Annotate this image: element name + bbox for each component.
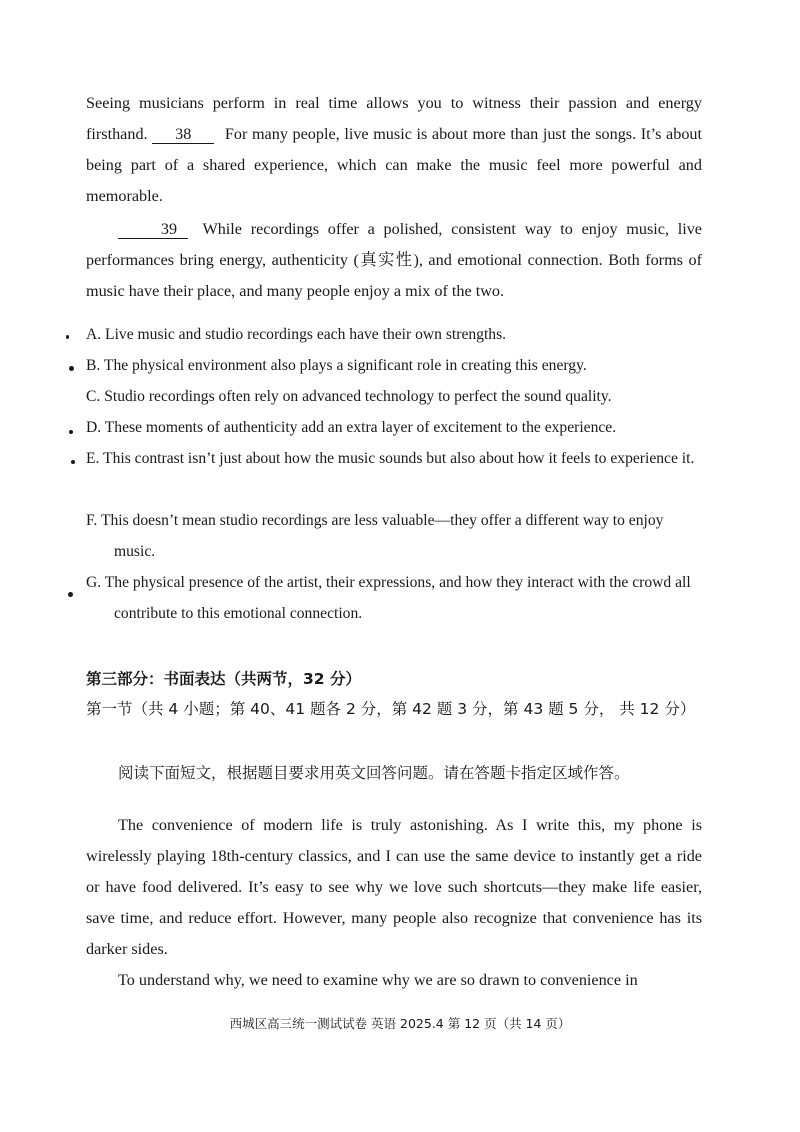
blank-38: 38	[152, 125, 214, 144]
section-sub-heading: 第一节（共 4 小题；第 40、41 题各 2 分，第 42 题 3 分，第 43 题 5 分， 共 12 分）	[86, 700, 696, 718]
option-f: F. This doesn’t mean studio recordings are less valuable—they offer a different way to enjoy music.	[86, 512, 664, 560]
passage-p1-after: For many people, live music is about more than just the songs. It’s about being part of a shared experience, which can make the music feel more powerful and memorable.	[86, 125, 703, 205]
option-b: B. The physical environment also plays a significant role in creating this energy.	[86, 357, 587, 374]
section-instruction: 阅读下面短文，根据题目要求用英文回答问题。请在答题卡指定区域作答。	[118, 764, 630, 782]
passage-p2-after: While recordings offer a polished, consistent way to enjoy music, live performances bring energy, authenticity (真实性), and emotional connection. Both forms of music have their place, and many people enjoy a mix of the two.	[86, 220, 702, 300]
passage-paragraph-2	[86, 214, 702, 307]
option-d: D. These moments of authenticity add an extra layer of excitement to the experience.	[86, 419, 617, 436]
option-a: A. Live music and studio recordings each have their own strengths.	[86, 326, 507, 343]
passage-paragraph-1	[86, 88, 702, 212]
pencil-mark	[69, 366, 74, 371]
pencil-mark	[68, 592, 73, 597]
pencil-mark	[69, 430, 73, 434]
reading-paragraph-1: The convenience of modern life is truly astonishing. As I write this, my phone is wirelessly playing 18th-century classics, and I can use the same device to instantly get a ride or have food delivered. It’s easy to see why we love such shortcuts—they make life easier, save time, and reduce effort. However, many people also recognize that convenience has its darker sides.	[86, 816, 702, 958]
pencil-mark	[66, 335, 69, 339]
blank-39: 39	[118, 220, 188, 239]
option-c: C. Studio recordings often rely on advanced technology to perfect the sound quality.	[86, 388, 612, 405]
pencil-mark	[71, 460, 75, 464]
passage-p1-before: Seeing musicians perform in real time allows you to witness their passion and energy firsthand.	[86, 94, 702, 143]
page-footer: 西城区高三统一测试试卷 英语 2025.4 第 12 页（共 14 页）	[229, 1016, 571, 1031]
section-heading: 第三部分：书面表达（共两节，32 分）	[86, 670, 361, 688]
option-e: E. This contrast isn’t just about how the music sounds but also about how it feels to experience it.	[86, 450, 695, 467]
reading-paragraph-2: To understand why, we need to examine why we are so drawn to convenience in	[118, 971, 638, 989]
option-g: G. The physical presence of the artist, their expressions, and how they interact with the crowd all contribute to this emotional connection.	[86, 574, 691, 622]
